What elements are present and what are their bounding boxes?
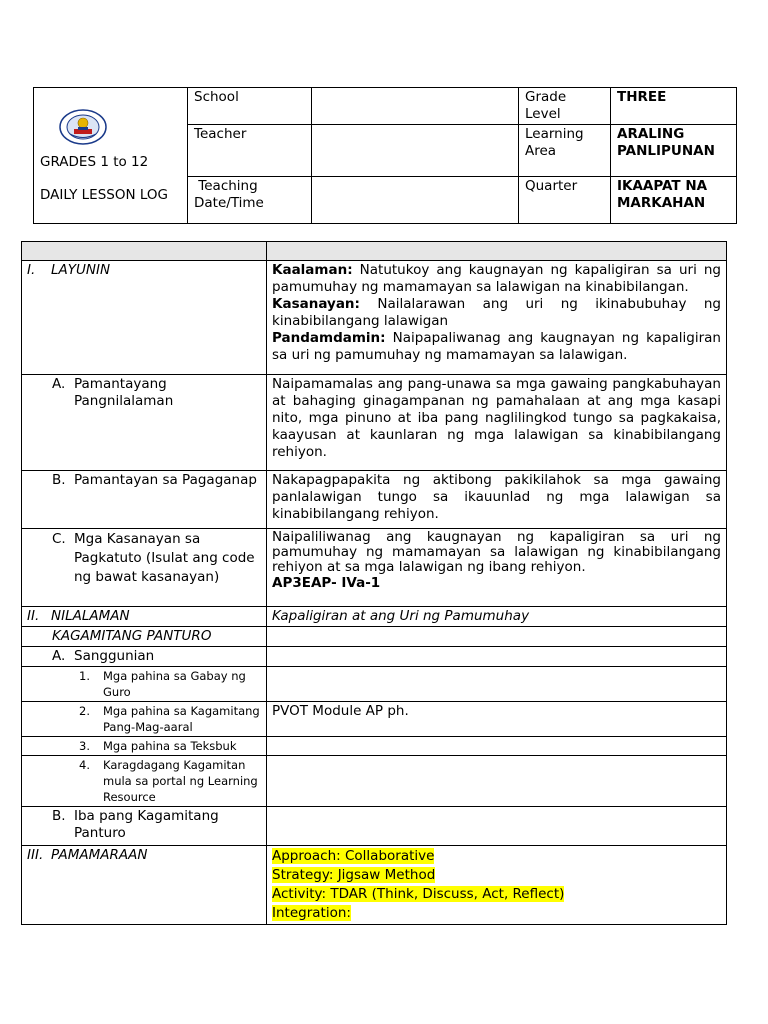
sanggunian-label: A. Sanggunian <box>22 647 267 667</box>
kagamitang-panturo-label: KAGAMITANG PANTURO <box>22 627 267 647</box>
table-row <box>22 375 727 471</box>
table-row <box>22 756 727 807</box>
iba-pang-kagamitan-label: B. Iba pang Kagamitang Panturo <box>22 807 267 846</box>
pamantayan-sa-pagaganap-content[interactable]: Nakapagpapakita ng aktibong pakikilahok sa mga gawaing panlalawigan tungo sa ikauunlad ng mga lalawigan sa kinabibilangang rehiyon. <box>267 471 727 529</box>
teacher-label: Teacher <box>188 125 312 177</box>
table-row <box>22 702 727 737</box>
title-daily-lesson-log: DAILY LESSON LOG <box>40 187 168 203</box>
pamantayang-pangnilalaman-label: A. Pamantayang Pangnilalaman <box>22 375 267 471</box>
teaching-date-field[interactable] <box>312 177 519 224</box>
table-row <box>22 627 727 647</box>
strategy-text: Strategy: Jigsaw Method <box>272 867 436 883</box>
integration-text: Integration: <box>272 905 351 921</box>
header-table <box>33 87 737 224</box>
table-row <box>22 647 727 667</box>
nilalaman-content[interactable]: Kapaligiran at ang Uri ng Pamumuhay <box>267 607 727 627</box>
sanggunian-item-value[interactable] <box>267 667 727 702</box>
table-row <box>22 667 727 702</box>
table-row <box>22 261 727 375</box>
kasanayan-sa-pagkatuto-label: C. Mga Kasanayan sa Pagkatuto (Isulat ang code ng bawat kasanayan) <box>22 529 267 607</box>
learning-area-label: Learning Area <box>519 125 611 177</box>
pamamaraan-label: III. PAMAMARAAN <box>22 846 267 925</box>
table-row <box>22 529 727 607</box>
table-header-row <box>22 242 727 261</box>
activity-text: Activity: TDAR (Think, Discuss, Act, Reflect) <box>272 886 565 902</box>
table-row <box>22 846 727 925</box>
title-grades: GRADES 1 to 12 <box>40 154 149 170</box>
layunin-content[interactable]: Kaalaman: Natutukoy ang kaugnayan ng kapaligiran sa uri ng pamumuhay ng mamamayan sa lalawigan na kinabibilangan. Kasanayan: Nailalarawan ang uri ng ikinabubuhay ng kinabibilangang lalawigan Pandamdamin: Naipapaliwanag ang kaugnayan ng kapaligiran sa uri ng pamumuhay ng mamamayan sa lalawigan. <box>267 261 727 375</box>
kasanayan-sa-pagkatuto-content[interactable]: Naipaliliwanag ang kaugnayan ng kapaligiran sa uri ng pamumuhay ng mamamayan sa lalawigan ng kinabibilangang rehiyon at sa mga lalawigan ng ibang rehiyon. AP3EAP- IVa-1 <box>267 529 727 607</box>
competency-code: AP3EAP- IVa-1 <box>272 575 381 591</box>
layunin-label: I. LAYUNIN <box>22 261 267 375</box>
approach-text: Approach: Collaborative <box>272 848 435 864</box>
grade-level-label: Grade Level <box>519 88 611 125</box>
sanggunian-item-value[interactable] <box>267 737 727 756</box>
kagamitang-panturo-content[interactable] <box>267 627 727 647</box>
teaching-date-label: Teaching Date/Time <box>188 177 312 224</box>
header-cell-left <box>22 242 267 261</box>
deped-seal-icon <box>58 108 108 146</box>
learning-area-value[interactable]: ARALING PANLIPUNAN <box>611 125 737 177</box>
header-cell-right <box>267 242 727 261</box>
school-field[interactable] <box>312 88 519 125</box>
lesson-table <box>21 241 727 925</box>
sanggunian-item-label: 2. Mga pahina sa Kagamitang Pang-Mag-aaral <box>22 702 267 737</box>
table-row <box>22 807 727 846</box>
table-row <box>22 737 727 756</box>
teacher-field[interactable] <box>312 125 519 177</box>
sanggunian-item-label: 3. Mga pahina sa Teksbuk <box>22 737 267 756</box>
table-row <box>22 607 727 627</box>
table-row <box>22 471 727 529</box>
pamantayan-sa-pagaganap-label: B. Pamantayan sa Pagaganap <box>22 471 267 529</box>
grade-level-value[interactable]: THREE <box>611 88 737 125</box>
sanggunian-item-label: 1. Mga pahina sa Gabay ng Guro <box>22 667 267 702</box>
sanggunian-item-value[interactable]: PVOT Module AP ph. <box>267 702 727 737</box>
sanggunian-item-label: 4. Karagdagang Kagamitan mula sa portal ng Learning Resource <box>22 756 267 807</box>
title-cell <box>34 88 188 224</box>
pamamaraan-content[interactable] <box>267 846 727 925</box>
quarter-value[interactable]: IKAAPAT NA MARKAHAN <box>611 177 737 224</box>
sanggunian-item-value[interactable] <box>267 756 727 807</box>
iba-pang-kagamitan-content[interactable] <box>267 807 727 846</box>
school-label: School <box>188 88 312 125</box>
nilalaman-label: II. NILALAMAN <box>22 607 267 627</box>
quarter-label: Quarter <box>519 177 611 224</box>
pamantayang-pangnilalaman-content[interactable]: Naipamamalas ang pang-unawa sa mga gawaing pangkabuhayan at bahaging ginagampanan ng pamahalaan at ang mga kasapi nito, mga pinuno at iba pang naglilingkod tungo sa pagkakaisa, kaayusan at kaunlaran ng mga lalawigan sa kinabibilangang rehiyon. <box>267 375 727 471</box>
sanggunian-content[interactable] <box>267 647 727 667</box>
